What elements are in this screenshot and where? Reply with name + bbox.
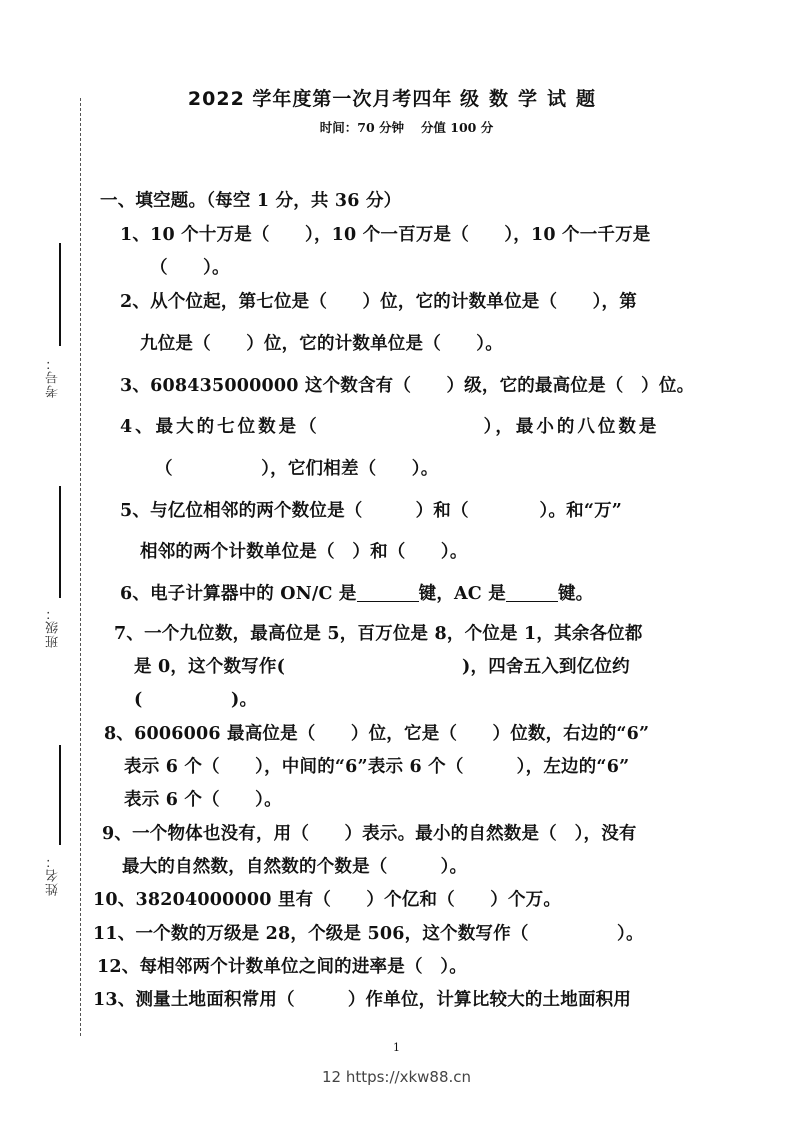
question-8-line-1: 8、6006006 最高位是（ ）位，它是（ ）位数，右边的“6” bbox=[104, 724, 650, 744]
question-4-line-1: 4、最大的七位数是（ ），最小的八位数是 bbox=[120, 417, 660, 437]
question-8-line-3: 表示 6 个（ ）。 bbox=[124, 790, 282, 810]
question-13-line-1: 13、测量土地面积常用（ ）作单位，计算比较大的土地面积用 bbox=[93, 990, 632, 1010]
class-label: 班级： bbox=[46, 606, 61, 648]
question-5-line-2: 相邻的两个计数单位是（ ）和（ ）。 bbox=[140, 542, 468, 562]
question-4-line-2: （ ），它们相差（ ）。 bbox=[155, 459, 439, 479]
exam-title-subject: 级数学试题 bbox=[460, 88, 606, 110]
question-2-line-2: 九位是（ ）位，它的计数单位是（ ）。 bbox=[140, 334, 503, 354]
question-12-line-1: 12、每相邻两个计数单位之间的进率是（ ）。 bbox=[97, 957, 468, 977]
class-underline bbox=[59, 486, 61, 598]
question-2-line-1: 2、从个位起，第七位是（ ）位，它的计数单位是（ ），第 bbox=[120, 292, 637, 312]
exam-time-and-score: 时间：70 分钟 分值 100 分 bbox=[319, 120, 494, 135]
binding-dashed-line bbox=[80, 98, 81, 1036]
question-3-line-1: 3、608435000000 这个数含有（ ）级，它的最高位是（ ）位。 bbox=[120, 376, 695, 396]
page-number: 1 bbox=[393, 1041, 400, 1054]
question-7-line-2: 是 0，这个数写作( )，四舍五入到亿位约 bbox=[134, 657, 630, 677]
name-label: 姓名： bbox=[46, 854, 61, 896]
question-6-text-a: 6、电子计算器中的 ON/C 是 bbox=[120, 584, 357, 604]
exam-number-label: 考号： bbox=[46, 356, 61, 398]
exam-number-underline bbox=[59, 243, 61, 346]
exam-title bbox=[0, 84, 793, 111]
exam-title-main: 2022 学年度第一次月考四年 bbox=[187, 88, 453, 110]
question-7-line-3: ( )。 bbox=[134, 690, 258, 710]
question-6-blank-2[interactable] bbox=[506, 584, 558, 603]
question-11-line-1: 11、一个数的万级是 28，个级是 506，这个数写作（ ）。 bbox=[93, 924, 644, 944]
question-1-line-2: （ ）。 bbox=[150, 258, 230, 278]
watermark-link: 12 https://xkw88.cn bbox=[321, 1068, 472, 1086]
question-6-text-c: 键。 bbox=[557, 584, 594, 604]
question-8-line-2: 表示 6 个（ ），中间的“6”表示 6 个（ ），左边的“6” bbox=[124, 757, 630, 777]
question-5-line-1: 5、与亿位相邻的两个数位是（ ）和（ ）。和“万” bbox=[120, 501, 623, 521]
name-underline bbox=[59, 745, 61, 845]
section-heading: 一、填空题。（每空 1 分，共 36 分） bbox=[100, 191, 402, 211]
question-10-line-1: 10、38204000000 里有（ ）个亿和（ ）个万。 bbox=[93, 890, 562, 910]
question-9-line-1: 9、一个物体也没有，用（ ）表示。最小的自然数是（ ），没有 bbox=[102, 824, 637, 844]
question-6-text-b: 键，AC 是 bbox=[418, 584, 506, 604]
question-6-line-1 bbox=[120, 580, 593, 605]
question-6-blank-1[interactable] bbox=[357, 584, 419, 603]
question-9-line-2: 最大的自然数，自然数的个数是（ ）。 bbox=[122, 857, 468, 877]
question-7-line-1: 7、一个九位数，最高位是 5，百万位是 8，个位是 1，其余各位都 bbox=[114, 624, 643, 644]
question-1-line-1: 1、10 个十万是（ ），10 个一百万是（ ），10 个一千万是 bbox=[120, 225, 651, 245]
